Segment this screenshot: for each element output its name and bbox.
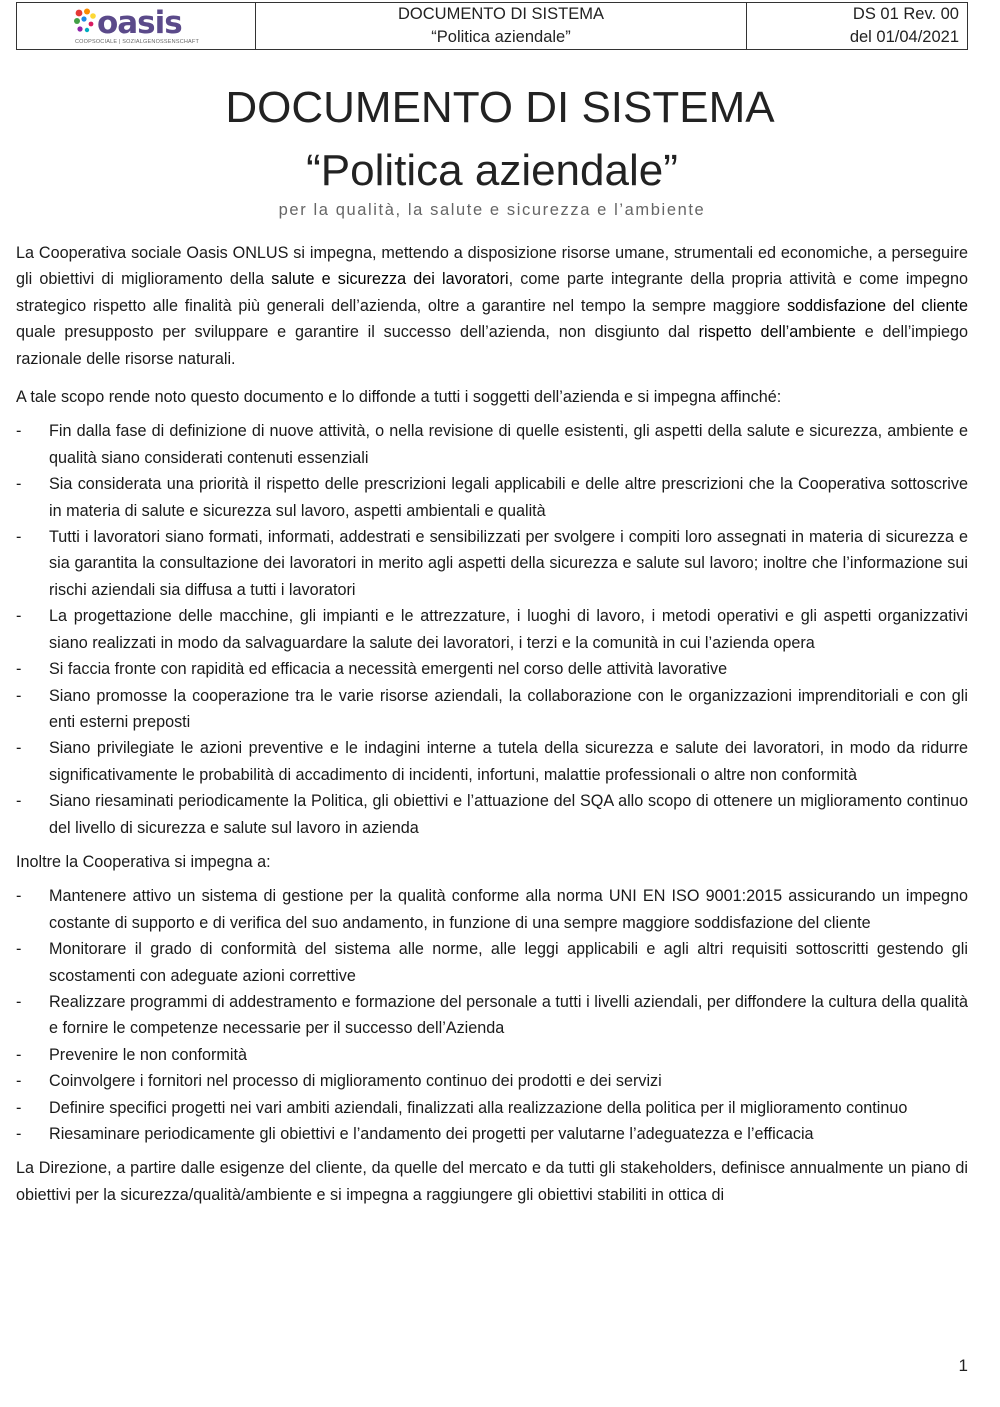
- list-item: - Monitorare il grado di conformità del sistema alle norme, alle leggi applicabili e agli altri requisiti sottoscritti gestendo gli scostamenti con adeguate azioni correttive: [16, 936, 968, 989]
- list-item: - Prevenire le non conformità: [16, 1042, 968, 1068]
- intro-text-3: quale presupposto per sviluppare e garantire il successo dell’azienda, non disgiunto dal: [16, 323, 699, 342]
- list-item: - La progettazione delle macchine, gli impianti e le attrezzature, i luoghi di lavoro, i metodi operativi e gli aspetti organizzativi siano realizzati in modo da salvaguardare la salute dei lavoratori, i terzi e la comunità in cui l’azienda opera: [16, 603, 968, 656]
- inoltre-paragraph: Inoltre la Cooperativa si impegna a:: [16, 852, 271, 871]
- list-item: - Siano privilegiate le azioni preventive e le indagini interne a tutela della sicurezza e salute dei lavoratori, in modo da ridurre significativamente le probabilità di accadimento di incidenti, infortuni, malattie professionali o altre non conformità: [16, 735, 968, 788]
- list-item: - Realizzare programmi di addestramento e formazione del personale a tutti i livelli aziendali, per diffondere la cultura della qualità e fornire le competenze necessarie per il successo dell’Azienda: [16, 989, 968, 1042]
- intro-paragraph: [16, 240, 968, 372]
- logo-dots-icon: [73, 8, 97, 38]
- logo-wordmark: oasis: [96, 4, 182, 41]
- header-revision-cell: [747, 3, 967, 49]
- intro-highlight-safety: salute e sicurezza dei lavoratori: [271, 270, 509, 289]
- header-doc-date: del 01/04/2021: [849, 28, 959, 46]
- page-number: 1: [958, 1356, 968, 1375]
- header-doc-type: DOCUMENTO DI SISTEMA: [398, 5, 604, 23]
- commitments-list: [16, 418, 968, 841]
- list-item: - Siano promosse la cooperazione tra le varie risorse aziendali, la collaborazione con le organizzazioni imprenditoriali e con gli enti esterni preposti: [16, 683, 968, 736]
- list-item: - Fin dalla fase di definizione di nuove attività, o nella revisione di quelle esistenti, gli aspetti della salute e sicurezza, ambiente e qualità siano considerati contenuti essenziali: [16, 418, 968, 471]
- page-title: DOCUMENTO DI SISTEMA: [225, 83, 775, 132]
- direzione-paragraph: La Direzione, a partire dalle esigenze del cliente, da quelle del mercato e da tutti gli stakeholders, definisce annualmente un piano di obiettivi per la sicurezza/qualità/ambiente e si impegna a raggiungere gli obiettivi stabiliti in ottica di: [16, 1159, 968, 1204]
- list-item: - Definire specifici progetti nei vari ambiti aziendali, finalizzati alla realizzazione della politica per il miglioramento continuo: [16, 1095, 968, 1121]
- intro-text-1: La Cooperativa sociale Oasis ONLUS si impegna, mettendo a disposizione risorse umane, strumentali ed economiche, a perseguire gli obiettivi di miglioramento della: [16, 244, 968, 289]
- scope-paragraph: A tale scopo rende noto questo documento e lo diffonde a tutti i soggetti dell’azienda e si impegna affinché:: [16, 388, 782, 407]
- page-title-secondary: “Politica aziendale”: [306, 146, 678, 195]
- intro-text-4: e dell’impiego razionale delle risorse naturali.: [16, 323, 968, 368]
- list-item: - Si faccia fronte con rapidità ed efficacia a necessità emergenti nel corso delle attività lavorative: [16, 656, 968, 682]
- list-item: - Siano riesaminati periodicamente la Politica, gli obiettivi e l’attuazione del SQA allo scopo di ottenere un miglioramento continuo del livello di sicurezza e salute sul lavoro in azienda: [16, 788, 968, 841]
- page-subtitle: per la qualità, la salute e sicurezza e l’ambiente: [278, 201, 706, 219]
- company-logo: [73, 4, 200, 45]
- document-header: [16, 2, 968, 50]
- header-doc-code: DS 01 Rev. 00: [852, 5, 959, 23]
- list-item: - Riesaminare periodicamente gli obiettivi e l’andamento dei progetti per valutarne l’adeguatezza e l’efficacia: [16, 1121, 968, 1147]
- intro-highlight-environment: rispetto dell’ambiente: [698, 323, 856, 342]
- additional-commitments-list: [16, 883, 968, 1147]
- intro-text-2: , come parte integrante della propria attività e come impegno strategico rispetto alle finalità più generali dell’azienda, oltre a garantire nel tempo la sempre maggiore: [16, 270, 968, 315]
- logo-tagline: COOPSOCIALE | SOZIALGENOSSENSCHAFT: [74, 38, 200, 45]
- header-title-cell: [256, 3, 747, 49]
- list-item: - Tutti i lavoratori siano formati, informati, addestrati e sensibilizzati per svolgere i compiti loro assegnati in materia di sicurezza e sia garantita la consultazione dei lavoratori in merito agli aspetti della sicurezza e salute sul lavoro; inoltre che l’informazione sui rischi aziendali sia diffusa a tutti i lavoratori: [16, 524, 968, 603]
- logo-cell: [17, 3, 256, 49]
- intro-highlight-customer: soddisfazione del cliente: [787, 296, 968, 315]
- document-body: [16, 240, 968, 1208]
- list-item: - Coinvolgere i fornitori nel processo di miglioramento continuo dei prodotti e dei servizi: [16, 1068, 968, 1094]
- list-item: - Mantenere attivo un sistema di gestione per la qualità conforme alla norma UNI EN ISO 9001:2015 assicurando un impegno costante di supporto e di verifica del suo andamento, in funzione di una sempre maggiore soddisfazione del cliente: [16, 883, 968, 936]
- list-item: - Sia considerata una priorità il rispetto delle prescrizioni legali applicabili e delle altre prescrizioni che la Cooperativa sottoscrive in materia di salute e sicurezza sul lavoro, aspetti ambientali e qualità: [16, 471, 968, 524]
- header-doc-title: “Politica aziendale”: [431, 28, 571, 46]
